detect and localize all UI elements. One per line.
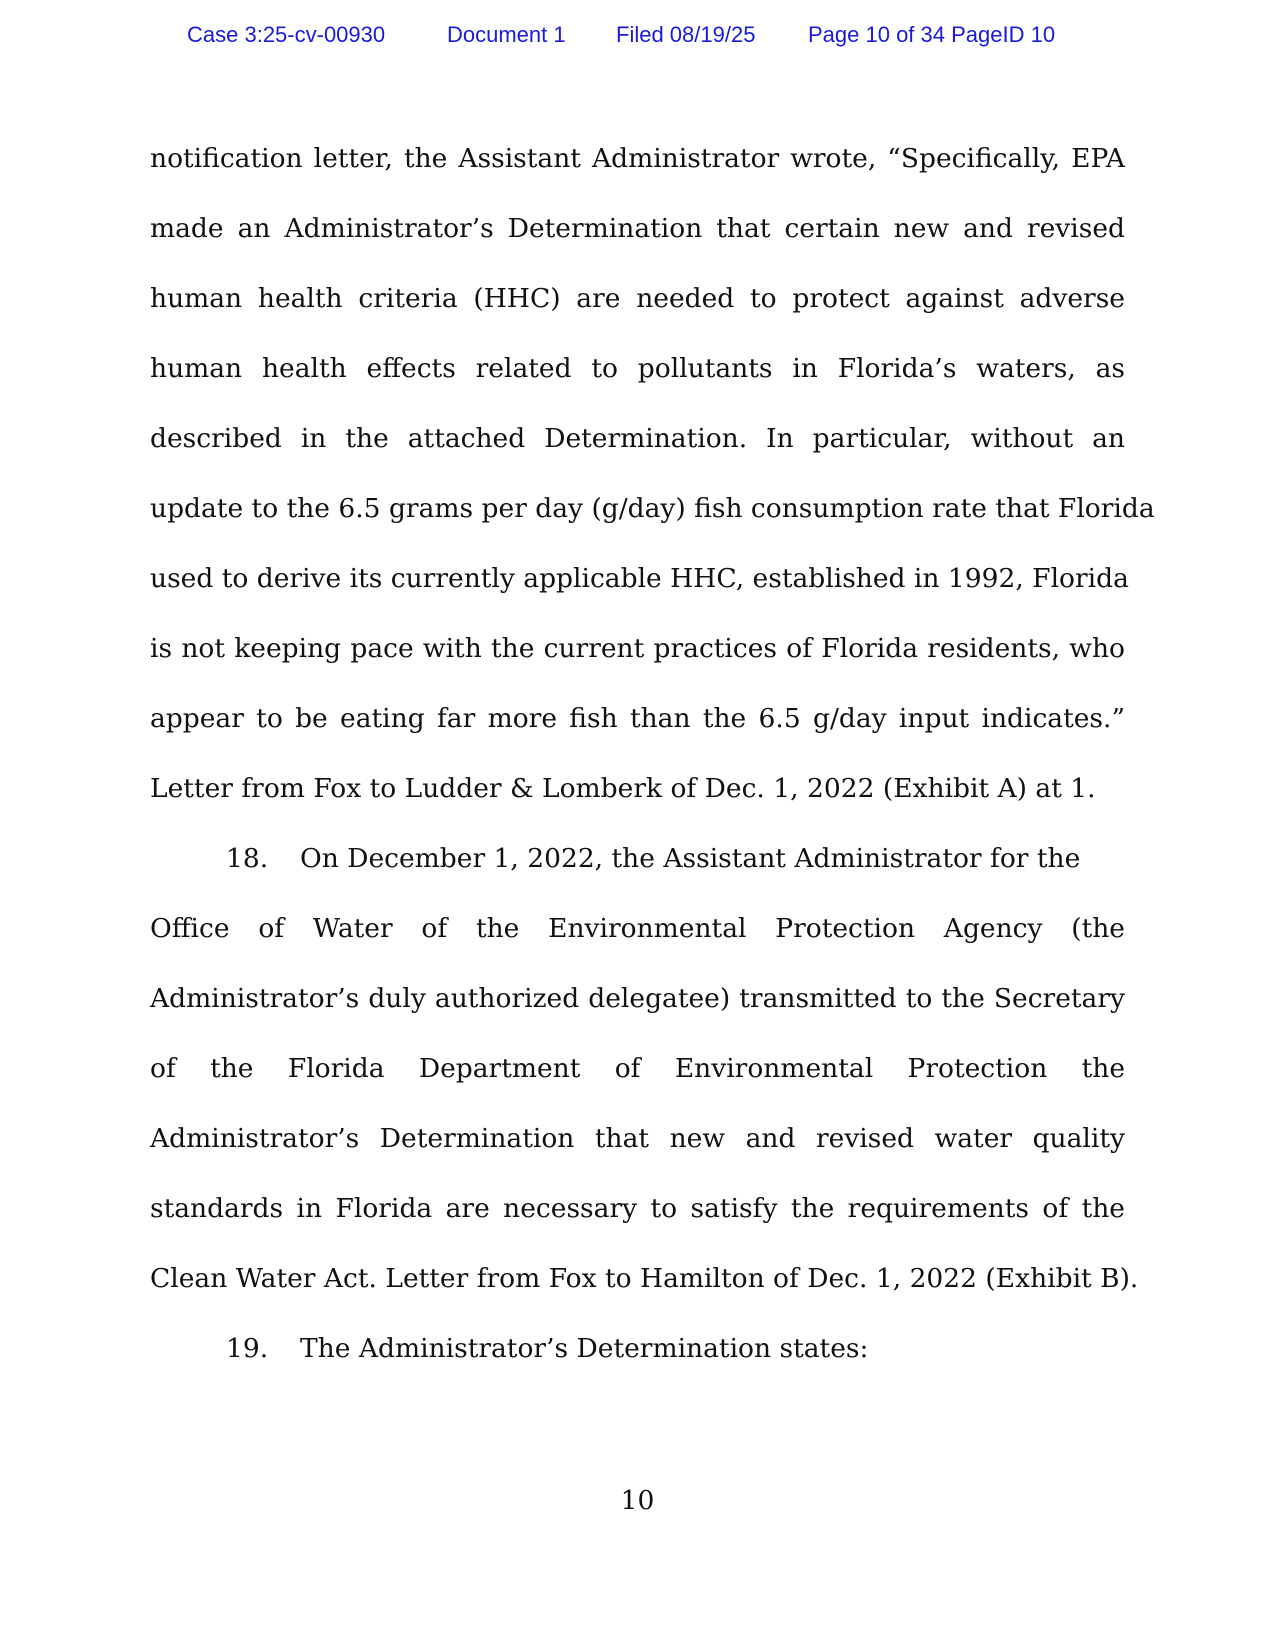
text-line: human health effects related to pollutants in Florida’s waters, as: [150, 353, 1125, 384]
page-number: 10: [620, 1485, 655, 1516]
text-line: notification letter, the Assistant Administrator wrote, “Specifically, EPA: [150, 143, 1125, 174]
document-number: Document 1: [447, 22, 566, 47]
paragraph-number: 19.: [226, 1333, 269, 1364]
text-line: used to derive its currently applicable HHC, established in 1992, Florida: [150, 563, 1129, 594]
paragraph-number: 18.: [226, 843, 269, 874]
text-line: described in the attached Determination. In particular, without an: [150, 423, 1125, 454]
text-line: human health criteria (HHC) are needed to protect against adverse: [150, 283, 1125, 314]
paragraph-19-first-line: [150, 1314, 1125, 1384]
text-line: made an Administrator’s Determination that certain new and revised: [150, 213, 1125, 244]
text-line: is not keeping pace with the current practices of Florida residents, who: [150, 633, 1125, 664]
paragraph-18-first-line: [150, 824, 1125, 894]
text-line: Office of Water of the Environmental Protection Agency (the: [150, 913, 1125, 944]
document-body: [150, 124, 1155, 1384]
text-line: update to the 6.5 grams per day (g/day) fish consumption rate that Florida: [150, 493, 1155, 524]
text-line: Administrator’s Determination that new and revised water quality: [150, 1123, 1125, 1154]
paragraph-text: The Administrator’s Determination states:: [300, 1333, 869, 1364]
text-line: standards in Florida are necessary to satisfy the requirements of the: [150, 1193, 1125, 1224]
filed-date: Filed 08/19/25: [616, 22, 756, 47]
page-id: Page 10 of 34 PageID 10: [808, 22, 1056, 47]
text-line: Clean Water Act. Letter from Fox to Hamilton of Dec. 1, 2022 (Exhibit B).: [150, 1263, 1139, 1294]
ecf-header: [0, 22, 1275, 52]
text-line: Administrator’s duly authorized delegatee) transmitted to the Secretary: [150, 983, 1125, 1014]
text-line: of the Florida Department of Environmental Protection the: [150, 1053, 1125, 1084]
text-line: appear to be eating far more fish than the 6.5 g/day input indicates.”: [150, 703, 1125, 734]
text-line: Letter from Fox to Ludder & Lomberk of Dec. 1, 2022 (Exhibit A) at 1.: [150, 773, 1096, 804]
paragraph-text: On December 1, 2022, the Assistant Administrator for the: [300, 843, 1081, 874]
case-number: Case 3:25-cv-00930: [187, 22, 386, 47]
